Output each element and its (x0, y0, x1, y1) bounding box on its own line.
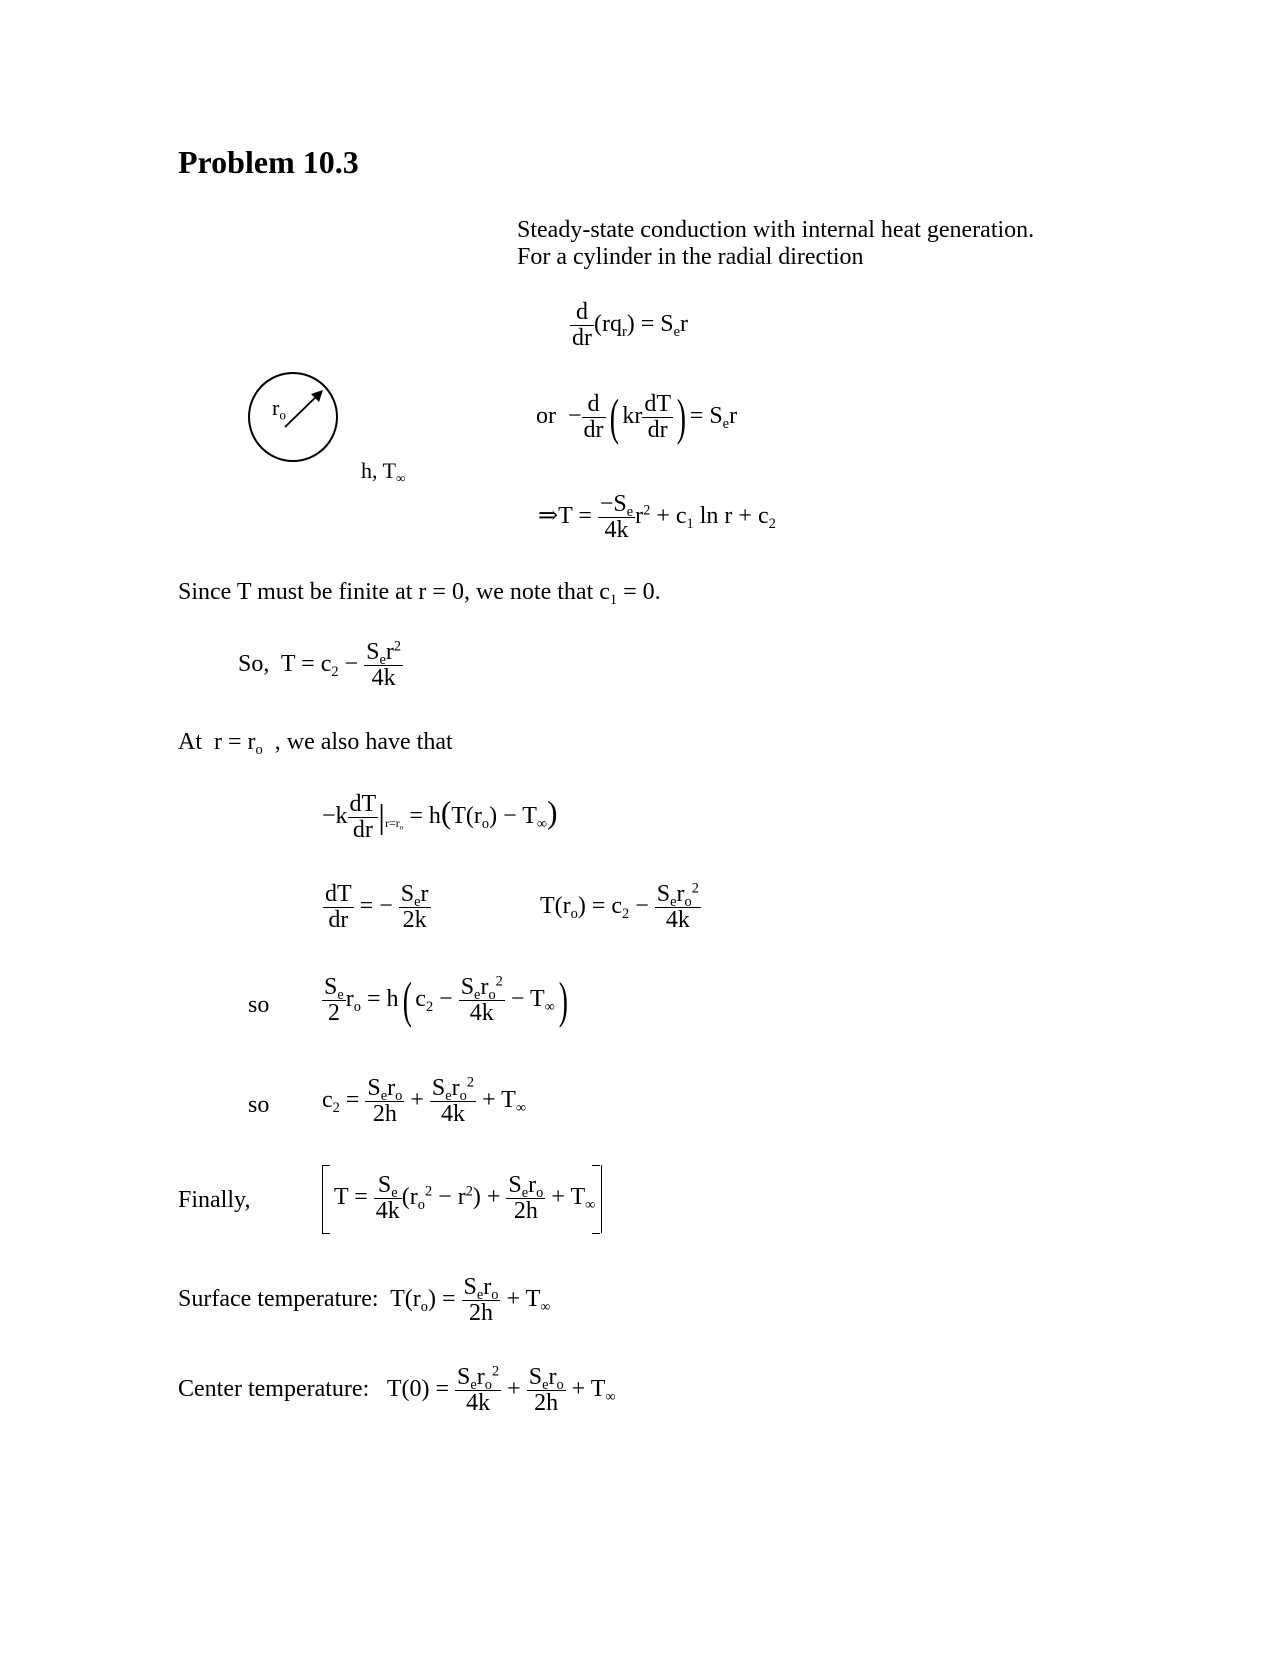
intro-line-2: For a cylinder in the radial direction (517, 244, 864, 270)
equation-surface-temperature: Surface temperature: $T(r_o)$ = $\frac{S_er_o}{2h}$ + $T_\infty$ (178, 1274, 551, 1327)
equation-derivative: $\frac{dT}{dr}$ = − $\frac{S_er}{2k}$ (325, 881, 429, 934)
equation-flux-divergence: $\frac{d}{dr}$ $(rq_r) = S_er$ (572, 299, 689, 352)
equation-convective-bc: −k $\frac{dT}{dr}$ $|_{r=r_o} = h(T(r_o) - T_\infty)$ (322, 791, 558, 844)
equation-reduced-solution: So, $T = c_2$ − $\frac{S_er^2}{4k}$ (238, 638, 402, 692)
cylinder-circle (249, 373, 337, 461)
page-title: Problem 10.3 (178, 144, 359, 180)
bracket-bottom-right (592, 1233, 600, 1234)
so-label-2: so (248, 1092, 270, 1118)
equation-c2: $c_2$ = $\frac{S_er_o}{2h}$ + $\frac{S_er_o^2}{4k}$ + $T_\infty$ (322, 1074, 527, 1128)
finally-label: Finally, (178, 1187, 251, 1213)
bracket-top-left (322, 1165, 330, 1166)
so-label-1: so (248, 992, 270, 1018)
equation-energy-balance: $\frac{S_e}{2}$ $r_o = h$( $c_2$ − $\frac{S_er_o^2}{4k}$ − $T_\infty$) (324, 972, 568, 1029)
equation-general-solution: ⇒T = $\frac{-S_e}{4k}$ $r^2 + c_1$ $\ln r + c_2$ (538, 491, 776, 544)
boundary-condition-text: At $r = r_o$ , we also have that (178, 729, 453, 759)
bracket-top-right (592, 1165, 600, 1166)
bracket-bottom-left (322, 1233, 330, 1234)
or-label: or (536, 403, 556, 430)
radius-label: $r_o$ (272, 395, 286, 423)
cylinder-diagram (245, 370, 345, 470)
equation-final-result: T = $\frac{S_e}{4k}$ $(r_o^2 - r^2)$ + $\frac{S_er_o}{2h}$ + $T_\infty$ (334, 1172, 596, 1225)
equation-surface-temp-expression: $T(r_o) = c_2$ − $\frac{S_er_o^2}{4k}$ (540, 880, 699, 934)
finite-condition-text: Since T must be finite at r = 0, we note that $c_1 = 0$. (178, 579, 661, 609)
boundary-label: h, $T_\infty$ (361, 458, 406, 486)
equation-heat-conduction: or − $\frac{d}{dr}$ ( kr $\frac{dT}{dr}$ ) = $S_er$ (536, 389, 738, 446)
equation-center-temperature: Center temperature: T(0) = $\frac{S_er_o^2}{4k}$ + $\frac{S_er_o}{2h}$ + $T_\infty$ (178, 1363, 616, 1417)
intro-line-1: Steady-state conduction with internal heat generation. (517, 217, 1035, 243)
